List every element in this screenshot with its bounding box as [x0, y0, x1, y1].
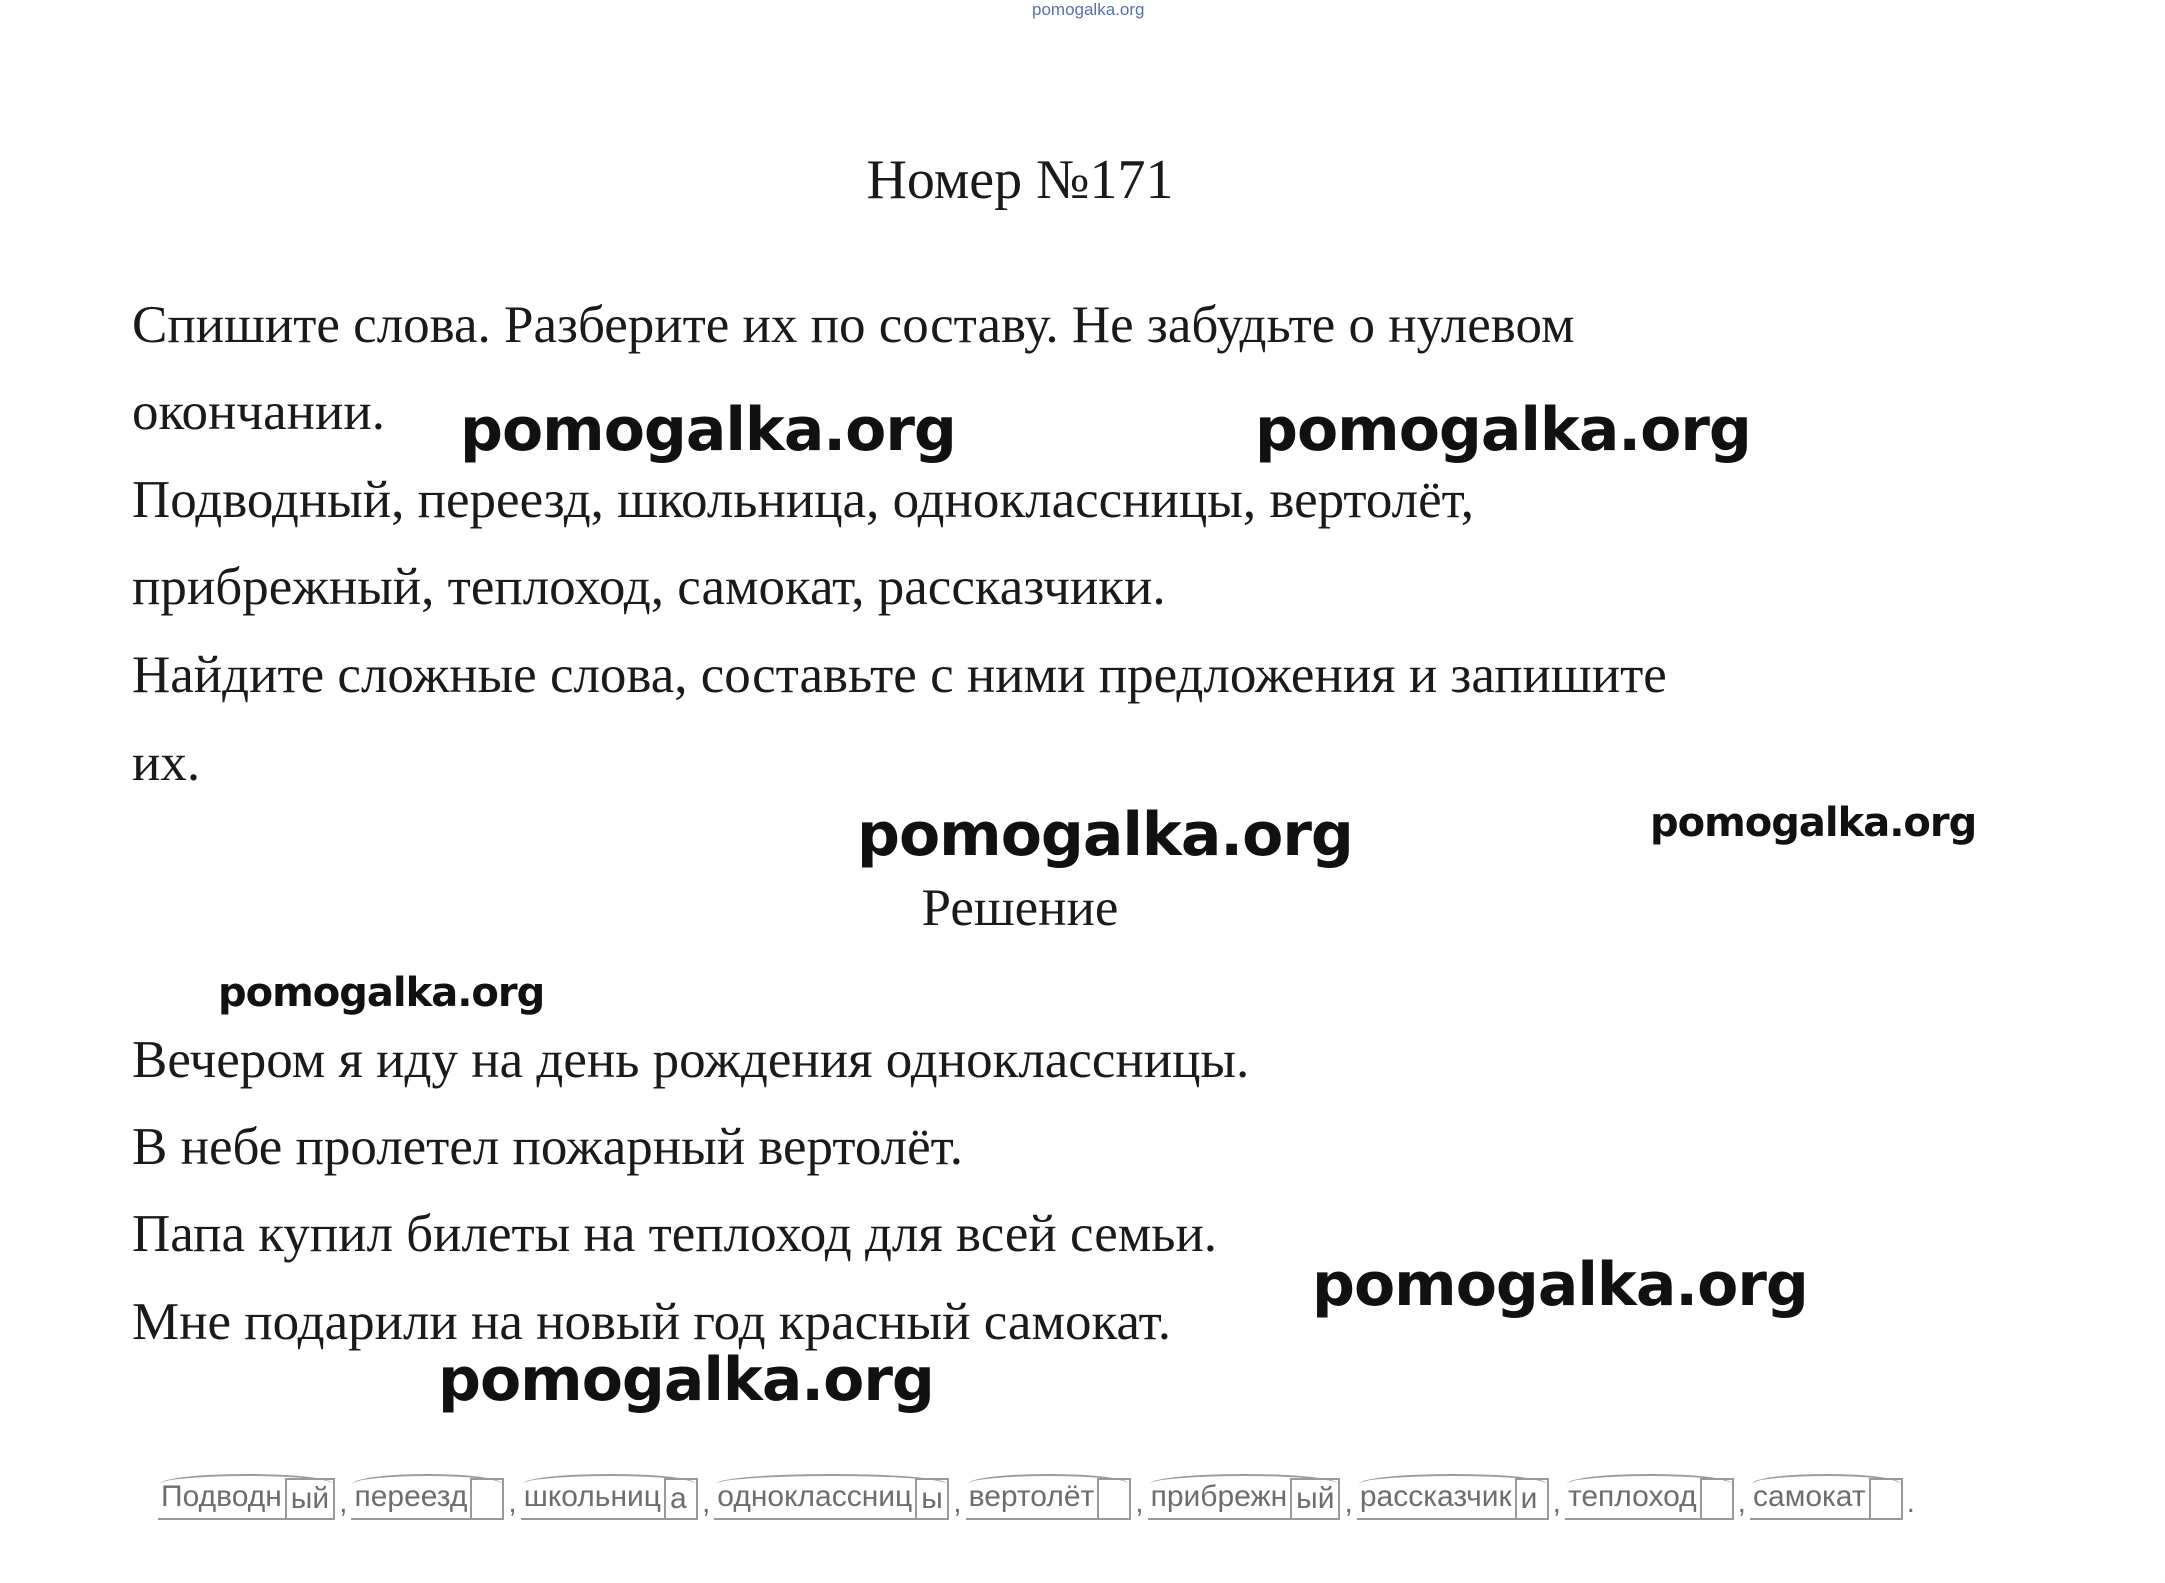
- word-ending-box: [1869, 1478, 1903, 1520]
- morpheme-word: [158, 1476, 335, 1520]
- morpheme-word: [966, 1476, 1132, 1520]
- solution-sentence-3: Папа купил билеты на теплоход для всей семьи.: [132, 1205, 1218, 1263]
- task-line-5: Найдите сложные слова, составьте с ними предложения и запишите: [132, 646, 1667, 704]
- separator-mark: ,: [1737, 1486, 1747, 1519]
- separator-mark: ,: [1344, 1486, 1353, 1519]
- watermark: pomogalka.org: [1650, 800, 1977, 846]
- header-watermark: pomogalka.org: [1032, 0, 1145, 19]
- solution-heading: Решение: [921, 879, 1119, 937]
- solution-sentence-4: Мне подарили на новый год красный самокат.: [132, 1293, 1172, 1351]
- word-ending-box: ый: [285, 1478, 335, 1520]
- word-base: рассказчик: [1357, 1476, 1515, 1520]
- separator-mark: ,: [701, 1486, 711, 1519]
- task-line-4: прибрежный, теплоход, самокат, рассказчики.: [132, 558, 1166, 616]
- word-ending-box: а: [664, 1478, 698, 1520]
- watermark: pomogalka.org: [438, 1345, 934, 1415]
- word-ending-box: ы: [915, 1478, 949, 1520]
- word-ending-box: ый: [1290, 1478, 1340, 1520]
- word-ending-box: и: [1515, 1478, 1549, 1520]
- task-line-1: Спишите слова. Разберите их по составу. Не забудьте о нулевом: [132, 296, 1575, 354]
- solution-sentence-2: В небе пролетел пожарный вертолёт.: [132, 1118, 964, 1176]
- task-line-3: Подводный, переезд, школьница, одноклассницы, вертолёт,: [132, 471, 1475, 529]
- solution-sentence-1: Вечером я иду на день рождения одноклассницы.: [132, 1031, 1250, 1089]
- word-base: вертолёт: [966, 1476, 1098, 1520]
- separator-mark: ,: [953, 1486, 962, 1519]
- morpheme-word: [1148, 1476, 1341, 1520]
- word-base: переезд: [351, 1476, 470, 1520]
- morpheme-analysis-strip: [158, 1450, 1919, 1520]
- word-base: самокат: [1750, 1476, 1869, 1520]
- morpheme-word: [351, 1476, 504, 1520]
- word-base: прибрежн: [1148, 1476, 1291, 1520]
- watermark: pomogalka.org: [1312, 1250, 1808, 1320]
- word-ending-box: [1700, 1478, 1734, 1520]
- page-title: Номер №171: [866, 149, 1174, 211]
- word-ending-box: [1097, 1478, 1131, 1520]
- watermark: pomogalka.org: [218, 970, 545, 1016]
- morpheme-word: [1357, 1476, 1549, 1520]
- watermark: pomogalka.org: [857, 800, 1353, 870]
- word-ending-box: [470, 1478, 504, 1520]
- word-base: одноклассниц: [714, 1476, 915, 1520]
- separator-mark: ,: [508, 1486, 517, 1519]
- task-line-6: их.: [132, 734, 201, 792]
- word-base: Подводн: [158, 1476, 285, 1520]
- word-base: теплоход: [1565, 1476, 1700, 1520]
- morpheme-word: [1565, 1476, 1734, 1520]
- morpheme-word: [521, 1476, 698, 1520]
- morpheme-word: [1750, 1476, 1903, 1520]
- watermark: pomogalka.org: [1255, 395, 1751, 465]
- task-line-2: окончании.: [132, 383, 385, 441]
- morpheme-word: [714, 1476, 949, 1520]
- watermark: pomogalka.org: [460, 395, 956, 465]
- separator-mark: ,: [1135, 1486, 1144, 1519]
- separator-mark: ,: [1552, 1486, 1561, 1519]
- separator-mark: .: [1906, 1486, 1915, 1519]
- separator-mark: ,: [339, 1486, 348, 1519]
- word-base: школьниц: [521, 1476, 664, 1520]
